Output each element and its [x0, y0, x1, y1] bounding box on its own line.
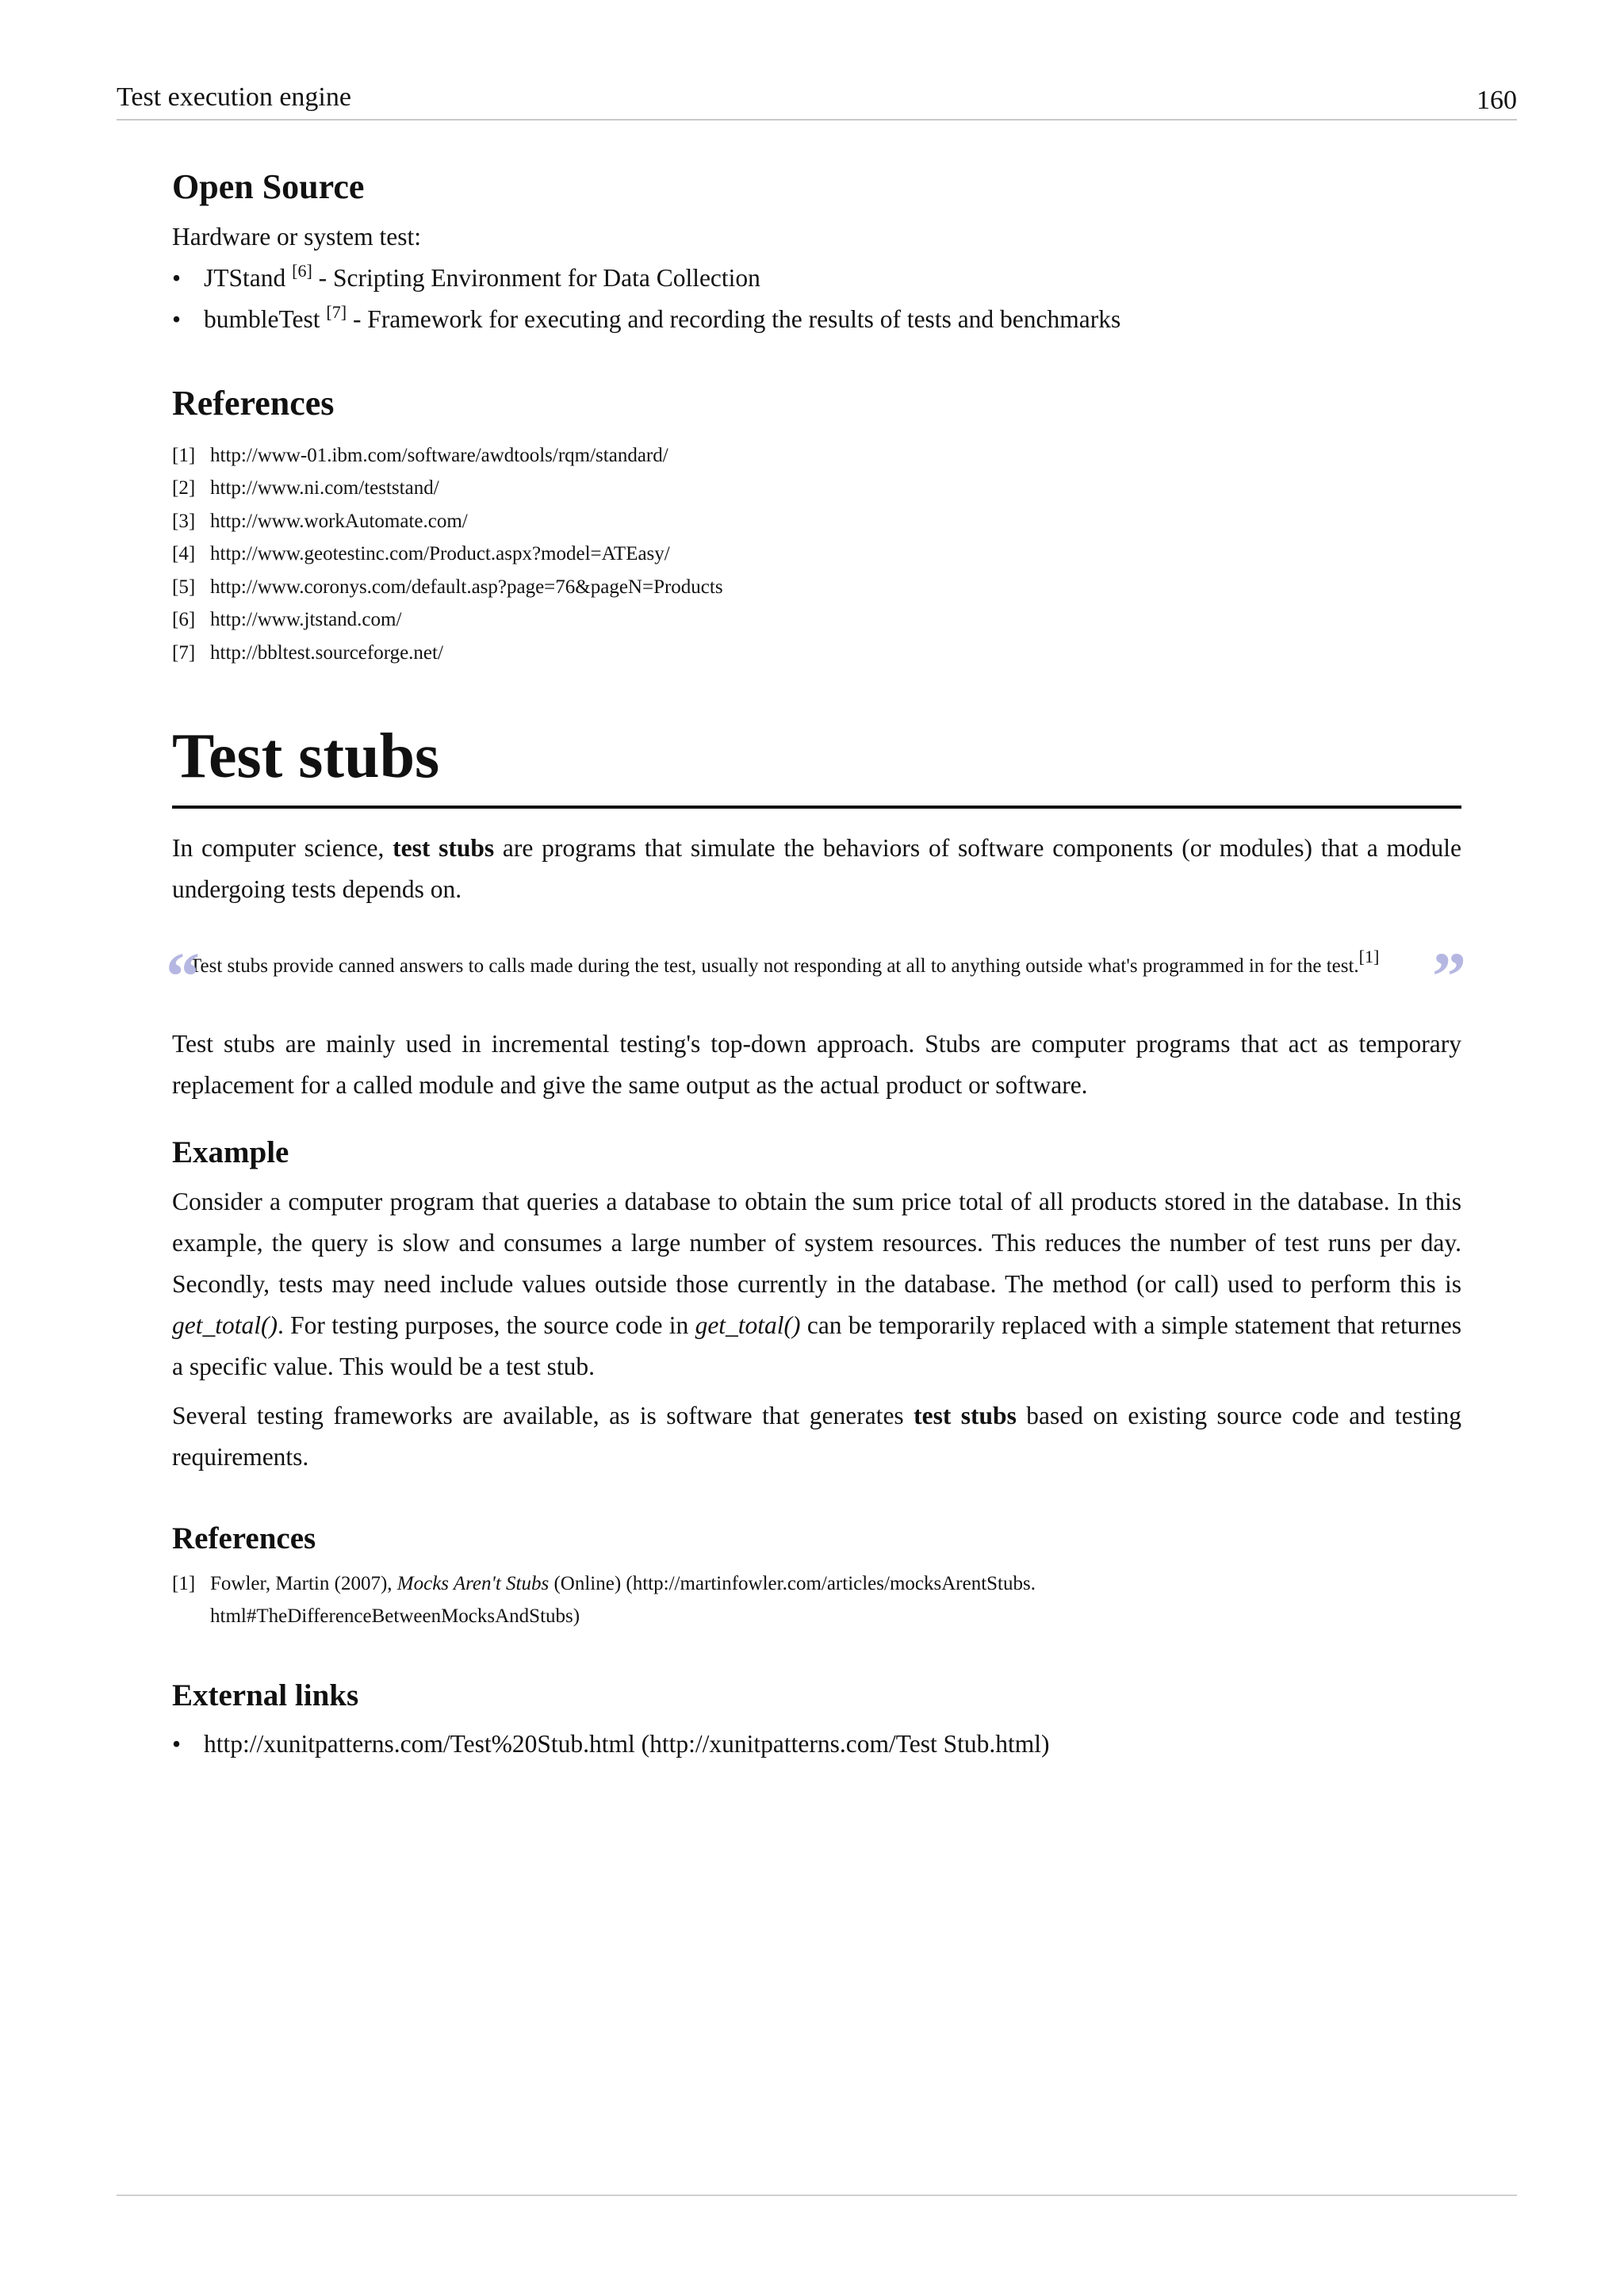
example-text: can be temporarily replaced with a simple statement that returnes a specific value. This would be a test stub. [172, 1311, 1462, 1380]
example-text: Several testing frameworks are available, as is software that generates [172, 1401, 914, 1429]
tool-name: JTStand [204, 263, 286, 292]
reference-number: [2] [172, 477, 196, 499]
example-text: based on existing source code and testing requirements. [172, 1401, 1461, 1471]
reference-number: [6] [172, 609, 196, 631]
citation-link[interactable]: [1] [1358, 947, 1380, 967]
reference-text: Fowler, Martin (2007), [210, 1572, 397, 1594]
reference-item [172, 603, 1461, 637]
reference-link[interactable]: html#TheDifferenceBetweenMocksAndStubs) [210, 1605, 580, 1628]
tool-description: - Framework for executing and recording the results of tests and benchmarks [347, 304, 1121, 333]
tool-name: bumbleTest [204, 304, 320, 333]
footer-rule [117, 2195, 1517, 2196]
code-reference: get_total() [172, 1311, 278, 1339]
list-item [172, 1724, 1461, 1765]
reference-title: Mocks Aren't Stubs [396, 1572, 550, 1594]
chapter-title: Test stubs [172, 721, 1461, 809]
citation-link[interactable]: [7] [326, 301, 347, 322]
reference-item [172, 472, 1461, 505]
example-paragraph [172, 1395, 1461, 1478]
quote-text: Test stubs provide canned answers to calls made during the test, usually not responding at all to anything outside what's programmed in for the test. [190, 955, 1359, 978]
reference-number: [7] [172, 641, 196, 664]
reference-number: [1] [172, 1572, 196, 1594]
reference-item [172, 439, 1461, 473]
running-header [117, 78, 1517, 121]
open-quote-icon: “ [166, 938, 200, 1015]
external-links-list [172, 1724, 1461, 1765]
open-source-intro: Hardware or system test: [172, 222, 422, 251]
chapter-paragraph: Test stubs are mainly used in incremental testing's top-down approach. Stubs are computer programs that act as temporary replacement for a called module and give the same output as the actual product or software. [172, 1030, 1461, 1100]
example-heading: Example [172, 1135, 289, 1170]
reference-link[interactable]: http://www-01.ibm.com/software/awdtools/rqm/standard/ [210, 444, 668, 466]
pull-quote [166, 938, 1466, 1015]
reference-item [172, 538, 1461, 571]
example-term: test stubs [914, 1401, 1017, 1429]
reference-link[interactable]: http://www.coronys.com/default.asp?page=76&pageN=Products [210, 576, 723, 598]
list-item [172, 299, 1461, 340]
code-reference: get_total() [695, 1311, 801, 1339]
page-number: 160 [1477, 86, 1517, 115]
reference-link[interactable]: http://www.workAutomate.com/ [210, 510, 468, 532]
intro-term: test stubs [393, 834, 495, 863]
reference-number: [1] [172, 444, 196, 466]
open-source-list [172, 258, 1461, 340]
reference-link[interactable]: http://www.ni.com/teststand/ [210, 477, 439, 499]
close-quote-icon: ” [1432, 938, 1466, 1015]
example-text: . For testing purposes, the source code in [277, 1311, 695, 1339]
intro-text: In computer science, [172, 834, 393, 863]
citation-link[interactable]: [6] [292, 260, 312, 281]
reference-item [172, 1567, 1461, 1633]
reference-number: [4] [172, 543, 196, 565]
bullet-icon: • [172, 263, 182, 292]
example-text: Consider a computer program that queries a database to obtain the sum price total of all products stored in the database. In this example, the query is slow and consumes a large number of system resources. This reduces the number of test runs per day. Secondly, tests may need include values outside those currently in the database. The method (or call) used to perform this is [172, 1187, 1461, 1298]
external-link[interactable]: http://xunitpatterns.com/Test%20Stub.html (http://xunitpatterns.com/Test Stub.html) [204, 1730, 1050, 1758]
page-content [166, 159, 1466, 1765]
external-links-heading: External links [172, 1678, 359, 1712]
tool-description: - Scripting Environment for Data Collection [312, 263, 760, 292]
reference-link[interactable]: http://bbltest.sourceforge.net/ [210, 641, 443, 664]
chapter-intro [172, 828, 1461, 910]
bullet-icon: • [172, 304, 182, 333]
list-item [172, 258, 1461, 299]
example-paragraph [172, 1181, 1461, 1387]
reference-number: [3] [172, 510, 196, 532]
reference-link[interactable]: (Online) (http://martinfowler.com/articles/mocksArentStubs. [549, 1572, 1036, 1594]
open-source-heading: Open Source [172, 167, 365, 206]
reference-item [172, 571, 1461, 604]
reference-item [172, 637, 1461, 670]
references-heading: References [172, 383, 335, 423]
bullet-icon: • [172, 1730, 182, 1758]
running-title: Test execution engine [117, 82, 351, 112]
reference-link[interactable]: http://www.jtstand.com/ [210, 609, 402, 631]
references-list [172, 439, 1461, 670]
references-heading: References [172, 1521, 316, 1556]
reference-number: [5] [172, 576, 196, 598]
reference-link[interactable]: http://www.geotestinc.com/Product.aspx?model=ATEasy/ [210, 543, 670, 565]
references-list [172, 1567, 1461, 1633]
reference-item [172, 505, 1461, 538]
intro-text: are programs that simulate the behaviors of software components (or modules) that a module undergoing tests depends on. [172, 834, 1461, 904]
